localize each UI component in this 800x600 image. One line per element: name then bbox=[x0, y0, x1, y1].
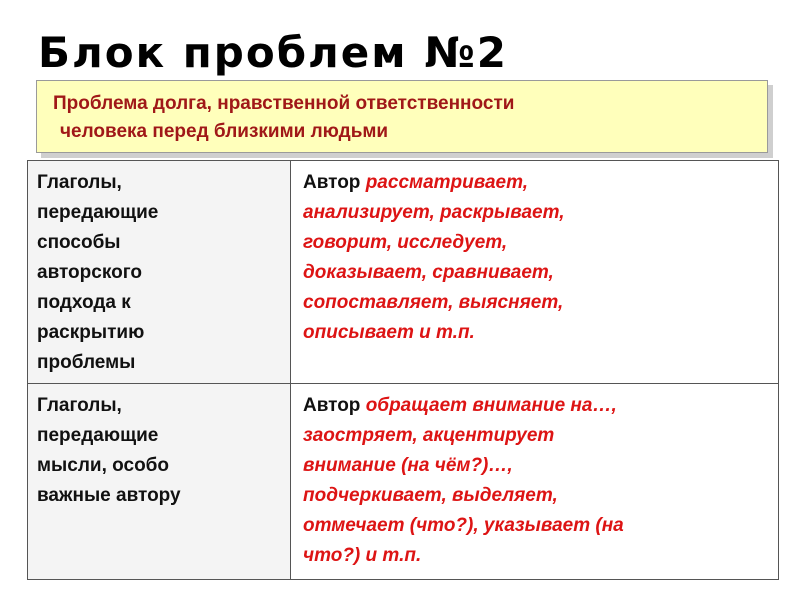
row-1-category-line: авторского bbox=[37, 262, 142, 283]
row-1-category-line: проблемы bbox=[37, 352, 136, 373]
row-2-category-line: мысли, особо bbox=[37, 455, 170, 476]
row-2-verbs-line: что?) и т.п. bbox=[303, 545, 422, 566]
callout-line-1: Проблема долга, нравственной ответственности bbox=[53, 93, 515, 114]
row-1-category-line: раскрытию bbox=[37, 322, 145, 343]
row-1-category-line: передающие bbox=[37, 202, 159, 223]
row-1-verbs-line: говорит, исследует, bbox=[303, 232, 508, 253]
row-2-verbs-line: заостряет, акцентирует bbox=[303, 425, 555, 446]
page-title: Блок проблем №2 bbox=[38, 28, 508, 77]
row-1-category-cell bbox=[28, 161, 291, 384]
row-2-category-line: Глаголы, bbox=[37, 395, 122, 416]
callout-line-2: человека перед близкими людьми bbox=[60, 121, 389, 142]
row-1-category-line: Глаголы, bbox=[37, 172, 122, 193]
row-1-verbs-line: описывает и т.п. bbox=[303, 322, 475, 343]
verbs-table bbox=[27, 160, 779, 580]
row-1-verbs-line: доказывает, сравнивает, bbox=[303, 262, 554, 283]
table-row bbox=[28, 161, 779, 384]
row-2-category-line: передающие bbox=[37, 425, 159, 446]
row-1-verbs-cell bbox=[291, 161, 779, 384]
row-2-verbs-line: подчеркивает, выделяет, bbox=[303, 485, 558, 506]
row-2-verbs-line: внимание (на чём?)…, bbox=[303, 455, 513, 476]
row-1-verbs-line: сопоставляет, выясняет, bbox=[303, 292, 564, 313]
row-2-verbs-cell bbox=[291, 384, 779, 580]
row-2-category-line: важные автору bbox=[37, 485, 181, 506]
table-row bbox=[28, 384, 779, 580]
row-1-verb-text: рассматривает, bbox=[365, 172, 529, 193]
row-1-author-word: Автор bbox=[303, 172, 361, 193]
row-2-verb-text: обращает внимание на…, bbox=[365, 395, 617, 416]
row-2-verbs-line bbox=[303, 391, 768, 421]
row-1-verbs-line: анализирует, раскрывает, bbox=[303, 202, 565, 223]
row-2-category-cell bbox=[28, 384, 291, 580]
row-1-category-line: способы bbox=[37, 232, 121, 253]
row-1-verbs-line bbox=[303, 168, 768, 198]
row-2-verbs-line: отмечает (что?), указывает (на bbox=[303, 515, 624, 536]
problem-callout bbox=[36, 80, 768, 153]
row-2-author-word: Автор bbox=[303, 395, 361, 416]
row-1-category-line: подхода к bbox=[37, 292, 131, 313]
